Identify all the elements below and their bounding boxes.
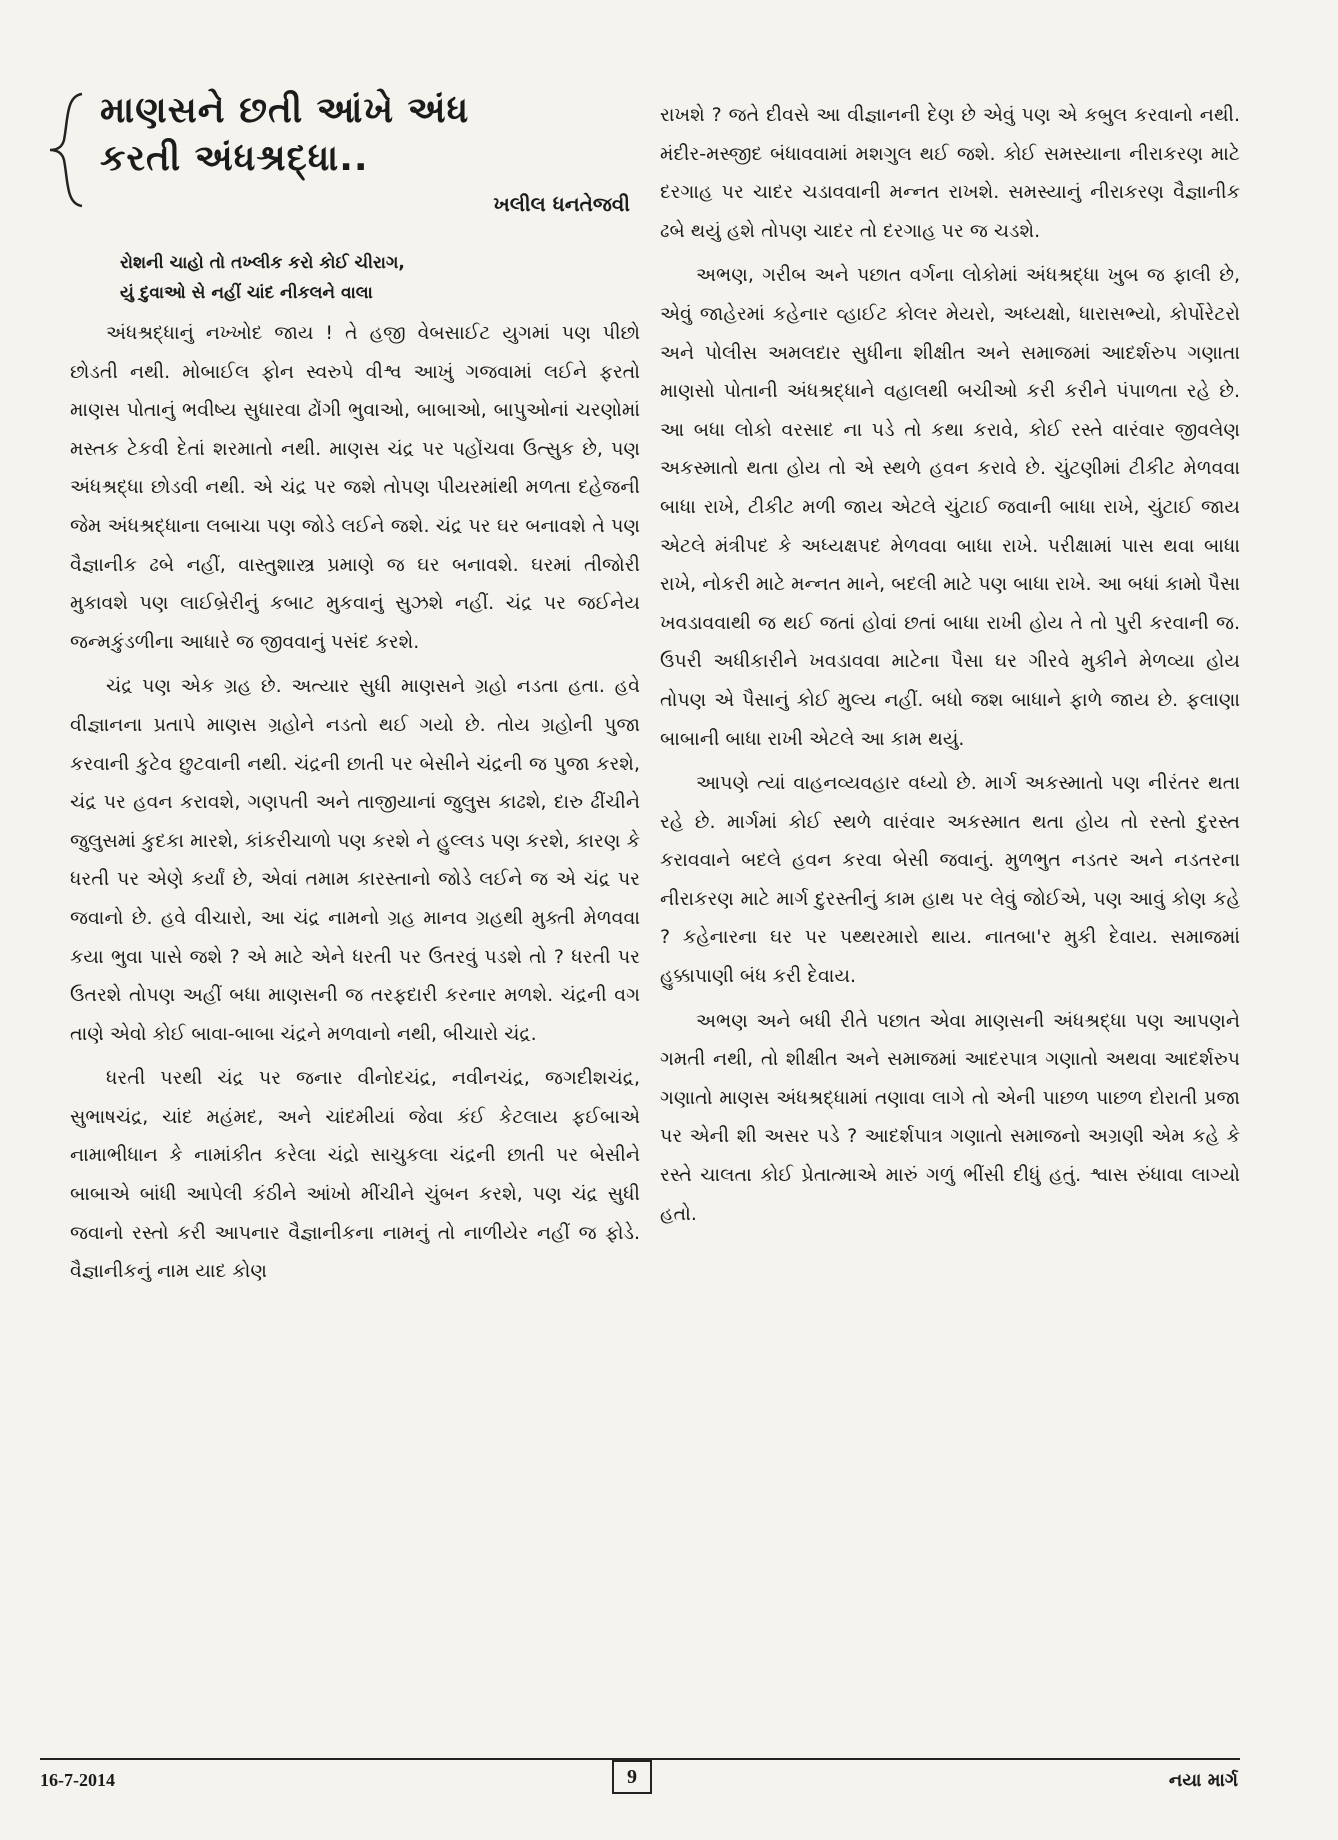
paragraph: અભણ અને બધી રીતે પછાત એવા માણસની અંધશ્રદ્ધા પણ આપણને ગમતી નથી, તો શીક્ષીત અને સમાજમાં આદરપાત્ર ગણાતો અથવા આદર્શરુપ ગણાતો માણસ અંધશ્રદ્ધામાં તણાવા લાગે તો એની પાછળ પાછળ દોરાતી પ્રજા પર એની શી અસર પડે ? આદર્શપાત્ર ગણાતો સમાજનો અગ્રણી એમ કહે કે રસ્તે ચાલતા કોઈ પ્રેતાત્માએ મારું ગળું ભીંસી દીધું હતું. શ્વાસ રુંધાવા લાગ્યો હતો. xyxy=(660,1009,1240,1225)
decorative-brace-icon xyxy=(48,90,88,210)
paragraph: આપણે ત્યાં વાહનવ્યવહાર વધ્યો છે. માર્ગ અકસ્માતો પણ નીરંતર થતા રહે છે. માર્ગમાં કોઈ સ્થળે વારંવાર અકસ્માત થતા હોય તો રસ્તો દુરસ્ત કરાવવાને બદલે હવન કરવા બેસી જવાનું. મુળભુત નડતર અને નડતરના નીરાકરણ માટે માર્ગ દુરસ્તીનું કામ હાથ પર લેવું જોઈએ, પણ આવું કોણ કહે ? કહેનારના ઘર પર પથ્થરમારો થાય. નાતબા'ર મુકી દેવાય. સમાજમાં હુક્કાપાણી બંધ કરી દેવાય. xyxy=(660,772,1240,988)
paragraph: અભણ, ગરીબ અને પછાત વર્ગના લોકોમાં અંધશ્રદ્ધા ખુબ જ ફાલી છે, એવું જાહેરમાં કહેનાર વ્હાઈટ કોલર મેયરો, અધ્યક્ષો, ધારાસભ્યો, કોર્પોરેટરો અને પોલીસ અમલદાર સુધીના શીક્ષીત અને સમાજમાં આદર્શરુપ ગણાતા માણસો પોતાની અંધશ્રદ્ધાને વહાલથી બચીઓ કરી કરીને પંપાળતા રહે છે. આ બધા લોકો વરસાદ ના પડે તો કથા કરાવે, કોઈ રસ્તે વારંવાર જીવલેણ અકસ્માતો થતા હોય તો એ સ્થળે હવન કરાવે છે. ચુંટણીમાં ટીકીટ મેળવવા બાધા રાખે, ટીકીટ મળી જાય એટલે ચુંટાઈ જવાની બાધા રાખે, ચુંટાઈ જાય એટલે મંત્રીપદ કે અધ્યક્ષપદ મેળવવા બાધા રાખે. પરીક્ષામાં પાસ થવા બાધા રાખે, નોકરી માટે મન્નત માને, બદલી માટે પણ બાધા રાખે. આ બધાં કામો પૈસા ખવડાવવાથી જ થઈ જતાં હોવાં છતાં બાધા રાખી હોય તે તો પુરી કરવાની જ. ઉપરી અધીકારીને ખવડાવવા માટેના પૈસા ઘર ગીરવે મુકીને મેળવ્યા હોય તોપણ એ પૈસાનું કોઈ મુલ્ય નહીં. બધો જશ બાધાને ફાળે જાય છે. ફલાણા બાબાની બાધા રાખી એટલે આ કામ થયું. xyxy=(660,264,1240,750)
issue-date: 16-7-2014 xyxy=(40,1770,115,1790)
page-number: 9 xyxy=(612,1760,652,1794)
magazine-name: નયા માર્ગ xyxy=(1168,1770,1238,1791)
couplet-line-2: યું દુવાઓ સે નહીં ચાંદ નીકલને વાલા xyxy=(120,283,373,303)
right-column xyxy=(660,96,1240,1239)
paragraph: ચંદ્ર પણ એક ગ્રહ છે. અત્યાર સુધી માણસને ગ્રહો નડતા હતા. હવે વીજ્ઞાનના પ્રતાપે માણસ ગ્રહોને નડતો થઈ ગયો છે. તોય ગ્રહોની પુજા કરવાની કુટેવ છુટવાની નથી. ચંદ્રની છાતી પર બેસીને ચંદ્રની જ પુજા કરશે, ચંદ્ર પર હવન કરાવશે, ગણપતી અને તાજીયાનાં જુલુસ કાઢશે, દારુ ઢીંચીને જુલુસમાં કુદકા મારશે, કાંકરીચાળો પણ કરશે ને હુલ્લડ પણ કરશે, કારણ કે ધરતી પર એણે કર્યાં છે, એવાં તમામ કારસ્તાનો જોડે લઈને જ એ ચંદ્ર પર જવાનો છે. હવે વીચારો, આ ચંદ્ર નામનો ગ્રહ માનવ ગ્રહથી મુક્તી મેળવવા કયા ભુવા પાસે જશે ? એ માટે એને ધરતી પર ઉતરવું પડશે તો ? ધરતી પર ઉતરશે તોપણ અહીં બધા માણસની જ તરફદારી કરનાર મળશે. ચંદ્રની વગ તાણે એવો કોઈ બાવા-બાબા ચંદ્રને મળવાનો નથી, બીચારો ચંદ્ર. xyxy=(70,675,640,1045)
opening-couplet xyxy=(70,248,640,308)
article-header xyxy=(70,88,640,228)
paragraph: અંધશ્રદ્ધાનું નખ્ખોદ જાય ! તે હજી વેબસાઈટ યુગમાં પણ પીછો છોડતી નથી. મોબાઈલ ફોન સ્વરુપે વીશ્વ આખું ગજવામાં લઈને ફરતો માણસ પોતાનું ભવીષ્ય સુધારવા ઢોંગી ભુવાઓ, બાબાઓ, બાપુઓનાં ચરણોમાં મસ્તક ટેકવી દેતાં શરમાતો નથી. માણસ ચંદ્ર પર પહોંચવા ઉત્સુક છે, પણ અંધશ્રદ્ધા છોડવી નથી. એ ચંદ્ર પર જશે તોપણ પીયરમાંથી મળતા દહેજની જેમ અંધશ્રદ્ધાના લબાચા પણ જોડે લઈને જશે. ચંદ્ર પર ઘર બનાવશે તે પણ વૈજ્ઞાનીક ઢબે નહીં, વાસ્તુશાસ્ત્ર પ્રમાણે જ ઘર બનાવશે. ઘરમાં તીજોરી મુકાવશે પણ લાઈબ્રેરીનું કબાટ મુકવાનું સુઝશે નહીં. ચંદ્ર પર જઈનેય જન્મકુંડળીના આધારે જ જીવવાનું પસંદ કરશે. xyxy=(70,322,640,653)
paragraph: રાખશે ? જતે દીવસે આ વીજ્ઞાનની દેણ છે એવું પણ એ કબુલ કરવાનો નથી. મંદીર-મસ્જીદ બંધાવવામાં મશગુલ થઈ જશે. કોઈ સમસ્યાના નીરાકરણ માટે દરગાહ પર ચાદર ચડાવવાની મન્નત રાખશે. સમસ્યાનું નીરાકરણ વૈજ્ઞાનીક ઢબે થયું હશે તોપણ ચાદર તો દરગાહ પર જ ચડશે. xyxy=(660,104,1240,242)
paragraph: ધરતી પરથી ચંદ્ર પર જનાર વીનોદચંદ્ર, નવીનચંદ્ર, જગદીશચંદ્ર, સુભાષચંદ્ર, ચાંદ મહંમદ, અને ચાંદમીયાં જેવા કંઈ કેટલાય ફઈબાએ નામાભીધાન કે નામાંકીત કરેલા ચંદ્રો સાચુકલા ચંદ્રની છાતી પર બેસીને બાબાએ બાંધી આપેલી કંઠીને આંખો મીંચીને ચુંબન કરશે, પણ ચંદ્ર સુધી જવાનો રસ્તો કરી આપનાર વૈજ્ઞાનીકના નામનું તો નાળીયેર નહીં જ ફોડે. વૈજ્ઞાનીકનું નામ યાદ કોણ xyxy=(70,1067,640,1283)
article-title-line-1: માણસને છતી આંખે અંધ xyxy=(100,90,470,131)
couplet-line-1: રોશની ચાહો તો તખ્લીક કરો કોઈ ચીરાગ, xyxy=(120,253,405,273)
article-author: ખલીલ ધનતેજવી xyxy=(493,192,630,216)
article-title-line-2: કરતી અંધશ્રદ્ધા.. xyxy=(100,138,369,179)
left-column xyxy=(70,88,640,1297)
